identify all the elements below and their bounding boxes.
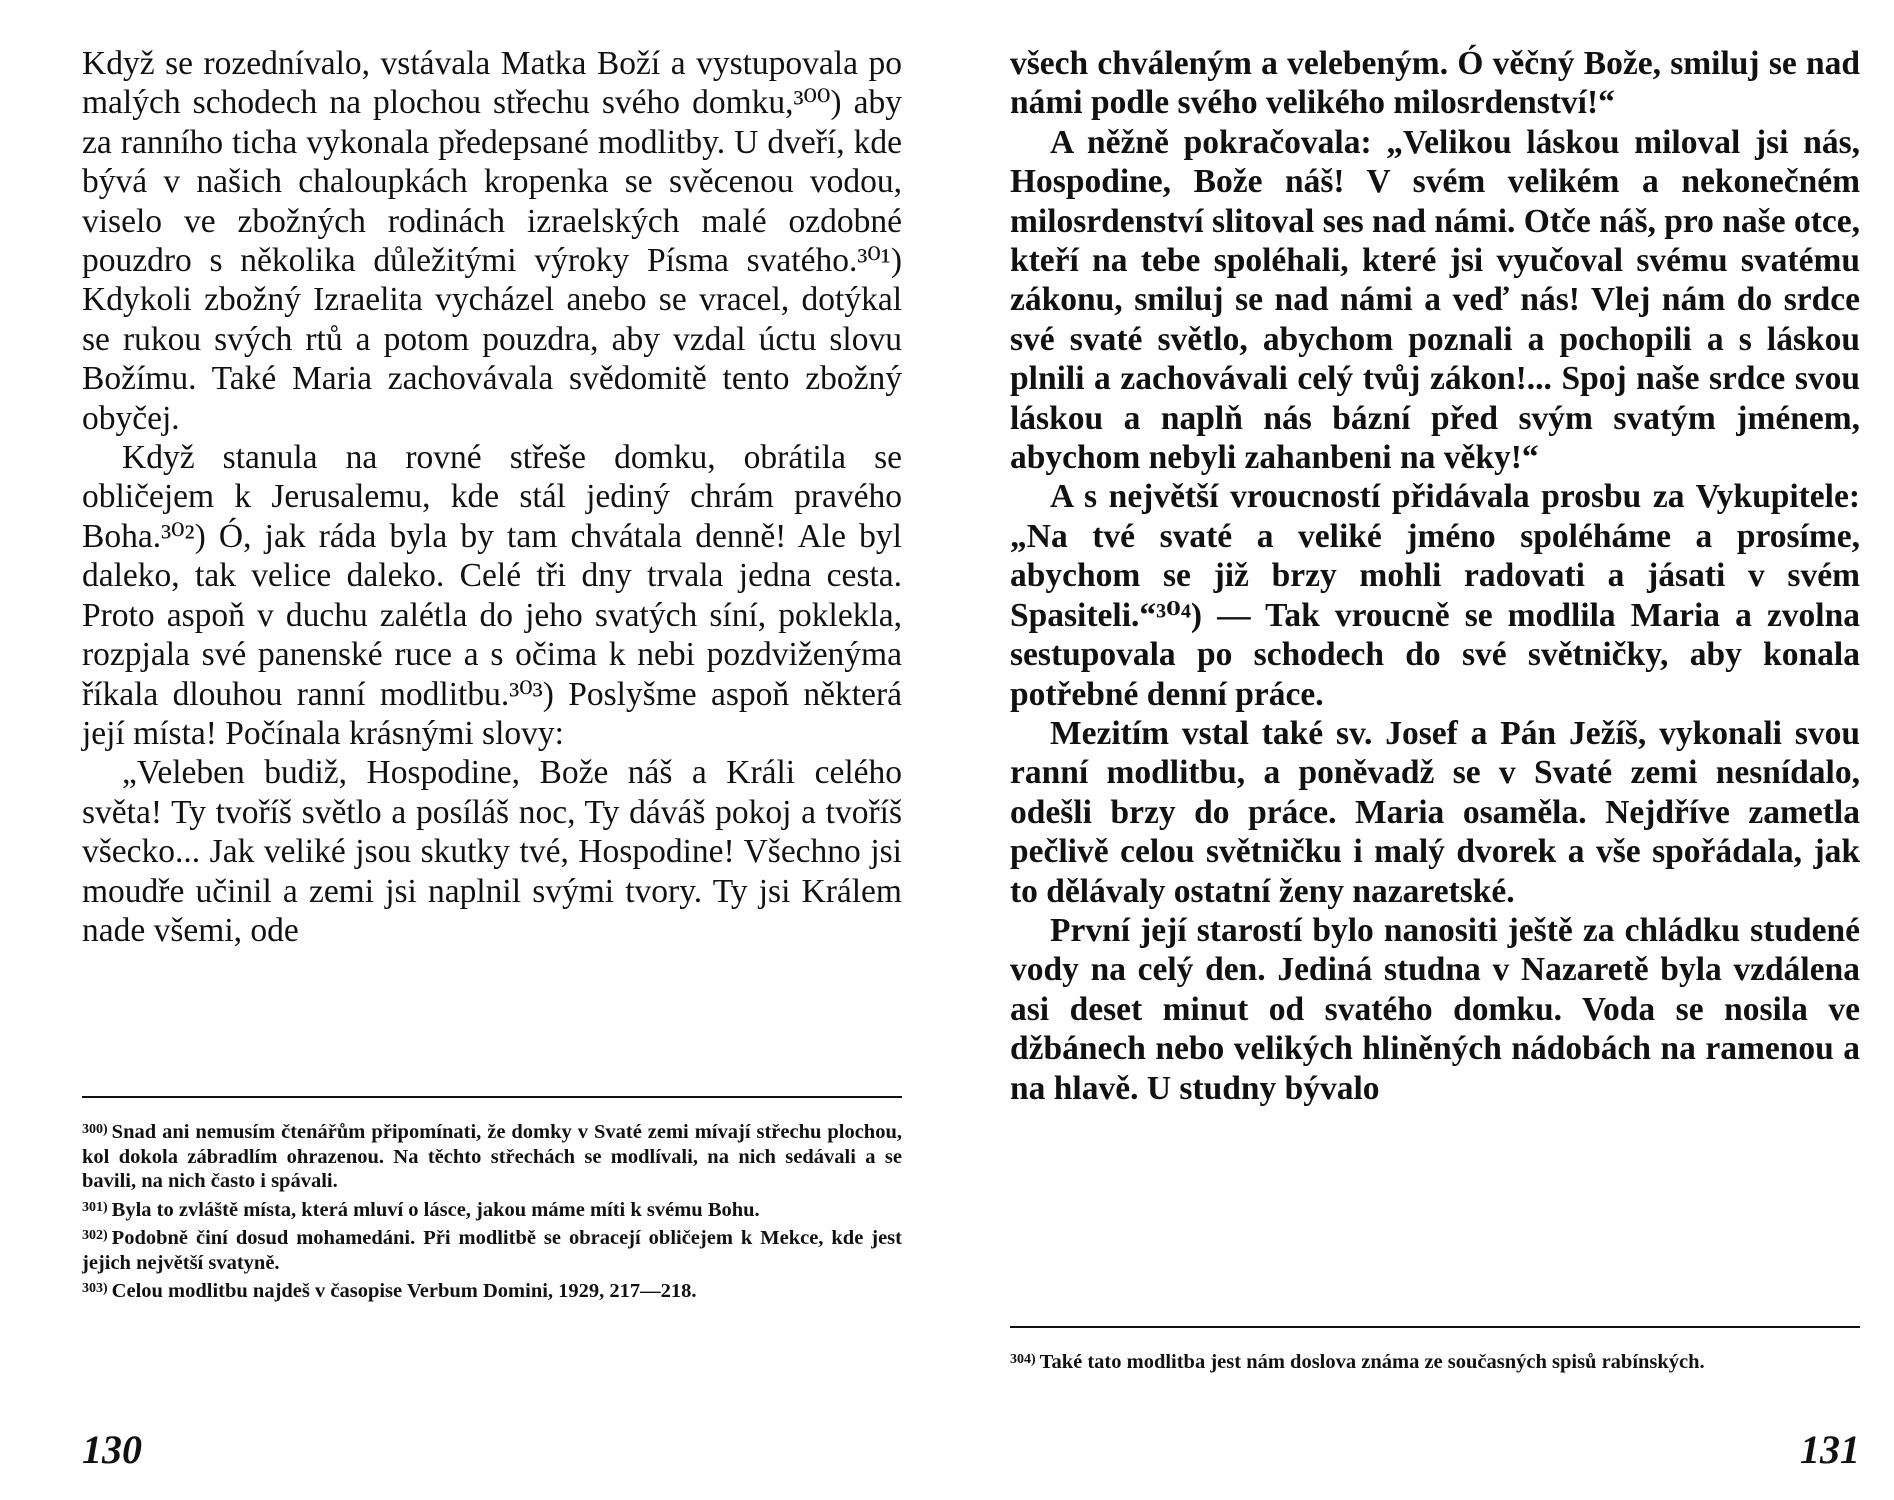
- left-footnotes: [82, 1118, 902, 1306]
- left-paragraph-3: „Veleben budiž, Hospodine, Bože náš a Králi celého světa! Ty tvoříš světlo a posíláš noc, Ty dáváš pokoj a tvoříš všecko... Jak veliké jsou skutky tvé, Hospodine! Všechno jsi moudře učinil a zemi jsi naplnil svými tvory. Ty jsi Králem nade všemi, ode: [82, 754, 902, 949]
- right-paragraph-1: všech chváleným a velebeným. Ó věčný Bože, smiluj se nad námi podle svého velikého milosrdenství!“: [1010, 45, 1860, 122]
- right-paragraph-4: Mezitím vstal také sv. Josef a Pán Ježíš, vykonali svou ranní modlitbu, a poněvadž se v Svaté zemi nesnídalo, odešli brzy do práce. Maria osaměla. Nejdříve zametla pečlivě celou světničku i malý dvorek a vše spořádala, jak to dělávaly ostatní ženy nazaretské.: [1010, 714, 1860, 910]
- right-paragraph-2: A něžně pokračovala: „Velikou láskou miloval jsi nás, Hospodine, Bože náš! V svém velikém a nekonečném milosrdenství slitoval ses nad námi. Otče náš, pro naše otce, kteří na tebe spoléhali, které jsi vyučoval svému svatému zákonu, smiluj se nad námi a veď nás! Vlej nám do srdce své svaté světlo, abychom poznali a pochopili a s láskou plnili a zachovávali celý tvůj zákon!... Spoj naše srdce svou láskou a naplň nás bázní před svým svatým jménem, abychom nebyli zahanbeni na věky!“: [1010, 123, 1860, 477]
- footnote-text: Celou modlitbu najdeš v časopise Verbum Domini, 1929, 217—218.: [111, 1280, 697, 1302]
- right-paragraph-5: První její starostí bylo nanositi ještě za chládku studené vody na celý den. Jediná studna v Nazaretě byla vzdálena asi deset minut od svatého domku. Voda se nosila ve džbánech nebo velikých hliněných nádobách na ramenou a na hlavě. U studny bývalo: [1010, 911, 1860, 1107]
- left-body-text: [82, 44, 902, 950]
- footnote-text: Snad ani nemusím čtenářům připomínati, že domky v Svaté zemi mívají střechu plochou, kol dokola zábradlím ohrazenou. Na těchto střechách se modlívali, na nich sedávali a se bavili, na nich často i spávali.: [82, 1121, 902, 1192]
- footnote-text: Podobně činí dosud mohamedáni. Při modlitbě se obracejí obličejem k Mekce, kde jest jejich největší svatyně.: [82, 1227, 902, 1274]
- footnote-303: [82, 1277, 902, 1304]
- footnote-300: [82, 1118, 902, 1194]
- right-page: [1010, 0, 1860, 1500]
- footnote-number: 303): [82, 1281, 108, 1296]
- left-paragraph-1: Když se rozednívalo, vstávala Matka Boží a vystupovala po malých schodech na plochou střechu svého domku,³⁰⁰) aby za ranního ticha vykonala předepsané modlitby. U dveří, kde bývá v našich chaloupkách kropenka se svěcenou vodou, viselo ve zbožných rodinách izraelských malé ozdobné pouzdro s několika důležitými výroky Písma svatého.³⁰¹) Kdykoli zbožný Izraelita vycházel anebo se vracel, dotýkal se rukou svých rtů a potom pouzdra, aby vzdal úctu slovu Božímu. Také Maria zachovávala svědomitě tento zbožný obyčej.: [82, 45, 902, 437]
- footnote-301: [82, 1196, 902, 1223]
- left-paragraph-2: Když stanula na rovné střeše domku, obrátila se obličejem k Jerusalemu, kde stál jediný chrám pravého Boha.³⁰²) Ó, jak ráda byla by tam chvátala denně! Ale byl daleko, tak velice daleko. Celé tři dny trvala jedna cesta. Proto aspoň v duchu zalétla do jeho svatých síní, poklekla, rozpjala své panenské ruce a s očima k nebi pozdviženýma říkala dlouhou ranní modlitbu.³⁰³) Poslyšme aspoň některá její místa! Počínala krásnými slovy:: [82, 439, 902, 752]
- footnote-text: Také tato modlitba jest nám doslova známa ze současných spisů rabínských.: [1039, 1351, 1705, 1373]
- footnote-divider: [82, 1096, 902, 1098]
- footnote-304: [1010, 1348, 1860, 1375]
- footnote-number: 304): [1010, 1352, 1036, 1367]
- footnote-number: 301): [82, 1199, 108, 1215]
- right-footnotes: [1010, 1348, 1860, 1377]
- footnote-302: [82, 1224, 902, 1275]
- footnote-number: 302): [82, 1228, 108, 1243]
- footnote-number: 300): [82, 1122, 108, 1137]
- page-number-right: 131: [1800, 1427, 1860, 1472]
- right-body-text: [1010, 44, 1860, 1108]
- footnote-divider: [1010, 1326, 1860, 1328]
- right-paragraph-3: A s největší vroucností přidávala prosbu za Vykupitele: „Na tvé svaté a veliké jméno spoléháme a prosíme, abychom se již brzy mohli radovati a jásati v svém Spasiteli.“³⁰⁴) — Tak vroucně se modlila Maria a zvolna sestupovala po schodech do své světničky, aby konala potřebné denní práce.: [1010, 478, 1860, 713]
- page-number-left: 130: [82, 1427, 142, 1472]
- left-page: [82, 0, 902, 1500]
- footnote-text: Byla to zvláště místa, která mluví o lásce, jakou máme míti k svému Bohu.: [111, 1198, 760, 1221]
